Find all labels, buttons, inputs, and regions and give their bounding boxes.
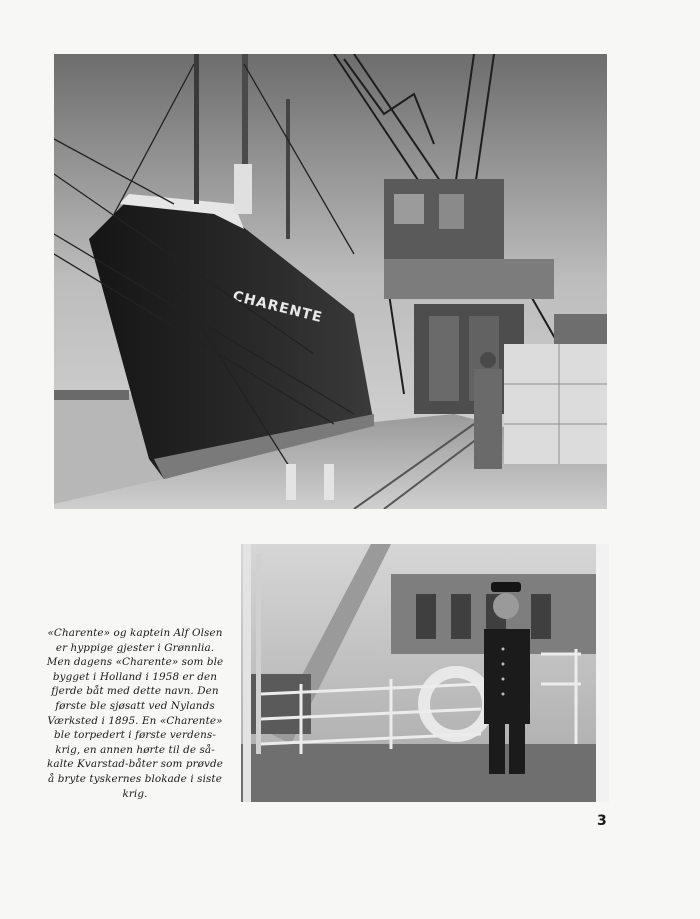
photo-caption (44, 626, 226, 801)
caption-line: fjerde båt med dette navn. Den (51, 685, 219, 698)
photo-ship-charente-at-quay (54, 54, 607, 509)
captain-deck-illustration (241, 544, 609, 802)
caption-line: krig. (122, 787, 148, 800)
caption-line: krig, en annen hørte til de så- (55, 743, 215, 756)
caption-line: er hyppige gjester i Grønnlia. (55, 641, 215, 654)
caption-line: bygget i Holland i 1958 er den (52, 670, 218, 683)
ship-quay-illustration (54, 54, 607, 509)
caption-line: Men dagens «Charente» som ble (46, 656, 224, 669)
caption-line: ble torpedert i første verdens- (54, 729, 216, 742)
ship-name-painted: CHARENTE (231, 288, 325, 327)
caption-line: første ble sjøsatt ved Nylands (55, 699, 215, 712)
caption-line: «Charente» og kaptein Alf Olsen (47, 627, 223, 639)
caption-line: Værksted i 1895. En «Charente» (47, 714, 223, 727)
page-number: 3 (597, 813, 607, 829)
caption-line: å bryte tyskernes blokade i siste (48, 772, 222, 785)
caption-line: kalte Kvarstad-båter som prøvde (47, 758, 223, 771)
photo-captain-on-deck (241, 544, 609, 802)
